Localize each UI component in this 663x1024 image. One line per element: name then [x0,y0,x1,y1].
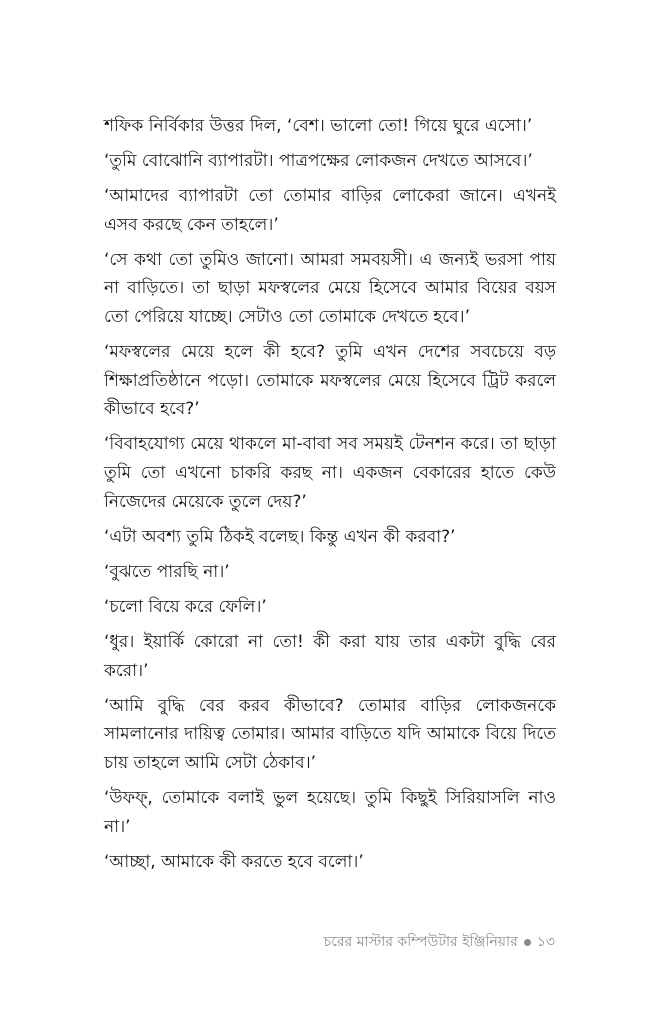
paragraph: ‘আমি বুদ্ধি বের করব কীভাবে? তোমার বাড়ির লোকজনকে সামলানোর দায়িত্ব তোমার। আমার বাড়িতে যদি আমাকে বিয়ে দিতে চায় তাহলে আমি সেটা ঠেকাব।’ [104,695,556,773]
paragraph: ‘এটা অবশ্য তুমি ঠিকই বলেছ। কিন্তু এখন কী করবা?’ [104,526,456,547]
bullet-icon [524,939,531,946]
page-number: ১৩ [536,934,555,950]
paragraph: ‘সে কথা তো তুমিও জানো। আমরা সমবয়সী। এ জন্যই ভরসা পায় না বাড়িতে। তা ছাড়া মফস্বলের মেয়ে হিসেবে আমার বিয়ের বয়স তো পেরিয়ে যাচ্ছে। সেটাও তো তোমাকে দেখতে হবে।’ [104,249,556,328]
paragraph: ‘আচ্ছা, আমাকে কী করতে হবে বলো।’ [104,851,364,872]
paragraph: ‘চলো বিয়ে করে ফেলি।’ [104,596,267,617]
paragraph: ‘মফস্বলের মেয়ে হলে কী হবে? তুমি এখন দেশের সবচেয়ে বড় শিক্ষাপ্রতিষ্ঠানে পড়ো। তোমাকে মফস্বলের মেয়ে হিসেবে ট্রিট করলে কীভাবে হবে?’ [104,342,556,420]
paragraph: শফিক নির্বিকার উত্তর দিল, ‘বেশ। ভালো তো! গিয়ে ঘুরে এসো।’ [104,116,533,136]
page-footer [324,930,555,954]
paragraph: ‘ধুর। ইয়ার্কি কোরো না তো! কী করা যায় তার একটা বুদ্ধি বের করো।’ [104,632,556,681]
page-body [104,112,556,883]
book-title: চরের মাস্টার কম্পিউটার ইঞ্জিনিয়ার [323,934,518,950]
paragraph: ‘আমাদের ব্যাপারটা তো তোমার বাড়ির লোকেরা জানে। এখনই এসব করছে কেন তাহলে।’ [104,186,556,235]
paragraph: ‘উফফ্, তোমাকে বলাই ভুল হয়েছে। তুমি কিছুই সিরিয়াসলি নাও না।’ [104,787,556,837]
paragraph: ‘তুমি বোঝোনি ব্যাপারটা। পাত্রপক্ষের লোকজন দেখতে আসবে।’ [104,151,533,172]
paragraph: ‘বুঝতে পারছি না।’ [104,561,230,582]
paragraph: ‘বিবাহযোগ্য মেয়ে থাকলে মা-বাবা সব সময়ই টেনশন করে। তা ছাড়া তুমি তো এখনো চাকরি করছ না। একজন বেকারের হাতে কেউ নিজেদের মেয়েকে তুলে দেয়?’ [104,434,556,512]
